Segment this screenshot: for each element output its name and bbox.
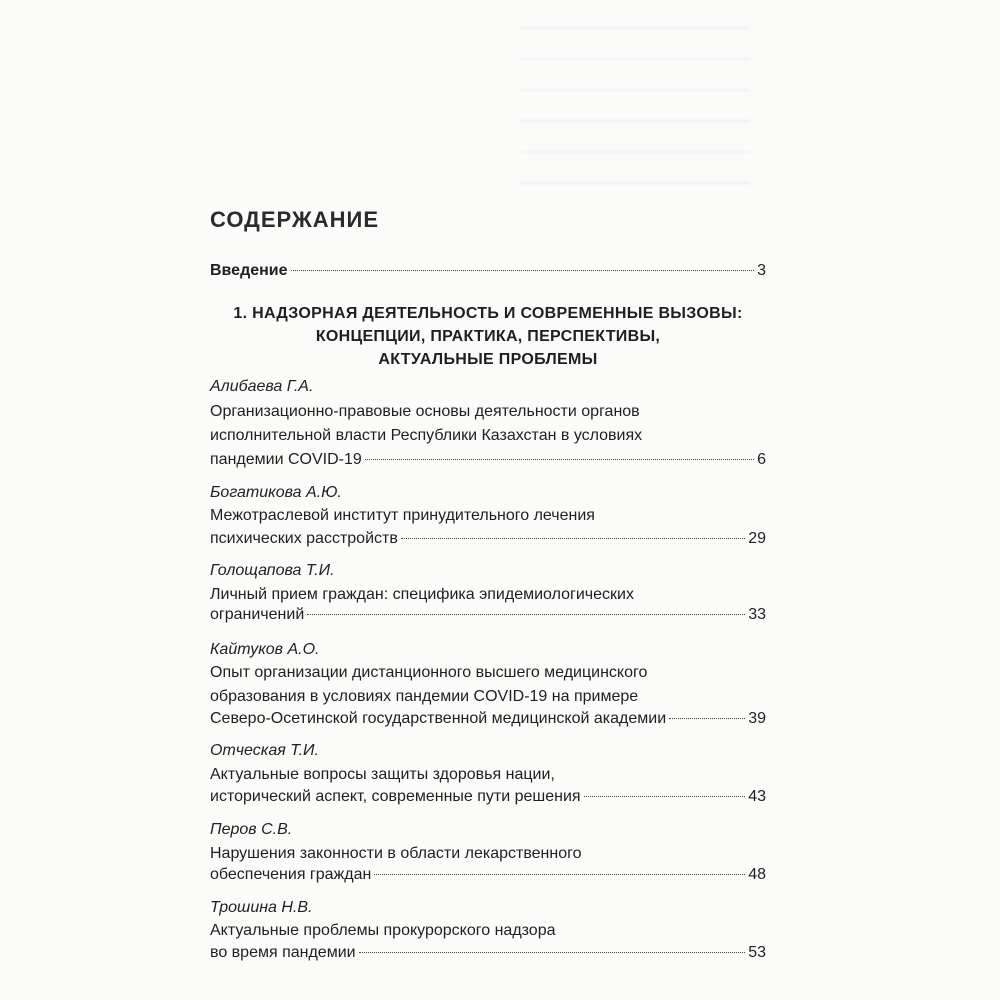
leader-dots	[374, 874, 745, 875]
toc-title-line: Организационно-правовые основы деятельности органов	[210, 403, 640, 420]
toc-title-line: исполнительной власти Республики Казахстан в условиях	[210, 427, 643, 444]
toc-author: Отческая Т.И.	[210, 742, 319, 759]
toc-entry-perov[interactable]	[210, 863, 766, 887]
page-number: 48	[748, 866, 766, 883]
toc-entry-troshina[interactable]	[210, 941, 766, 965]
toc-title-line: Опыт организации дистанционного высшего медицинского	[210, 664, 648, 681]
toc-author: Трошина Н.В.	[210, 899, 313, 916]
toc-author: Голощапова Т.И.	[210, 562, 335, 579]
toc-entry-bogatikova[interactable]	[210, 527, 766, 551]
leader-dots	[359, 952, 746, 953]
page-title: СОДЕРЖАНИЕ	[210, 207, 380, 232]
leader-dots	[401, 538, 745, 539]
toc-author: Алибаева Г.А.	[210, 378, 314, 395]
toc-author: Кайтуков А.О.	[210, 641, 320, 658]
toc-title-line: Северо-Осетинской государственной медицинской академии	[210, 710, 667, 727]
page-number: 53	[748, 944, 766, 961]
leader-dots	[291, 270, 755, 271]
page-number: 6	[757, 451, 766, 468]
toc-entry-introduction[interactable]	[210, 259, 766, 283]
toc-title-line: исторический аспект, современные пути решения	[210, 788, 581, 805]
toc-entry-kaytukov[interactable]	[210, 707, 766, 731]
toc-title-line: образования в условиях пандемии COVID-19 на примере	[210, 688, 639, 705]
toc-title-line: во время пандемии	[210, 944, 356, 961]
bleed-through-texture	[520, 10, 750, 200]
toc-title-line: ограничений	[210, 606, 305, 623]
leader-dots	[669, 718, 745, 719]
section-heading-line: 1. НАДЗОРНАЯ ДЕЯТЕЛЬНОСТЬ И СОВРЕМЕННЫЕ ВЫЗОВЫ:	[233, 305, 743, 322]
section-heading-line: КОНЦЕПЦИИ, ПРАКТИКА, ПЕРСПЕКТИВЫ,	[315, 328, 661, 345]
toc-entry-otcheskaya[interactable]	[210, 785, 766, 809]
toc-entry-title: Введение	[210, 262, 288, 279]
toc-title-line: пандемии COVID-19	[210, 451, 362, 468]
page-number: 43	[748, 788, 766, 805]
leader-dots	[365, 459, 754, 460]
section-heading	[210, 302, 766, 371]
toc-author: Перов С.В.	[210, 821, 293, 838]
toc-title-line: Актуальные проблемы прокурорского надзора	[210, 922, 556, 939]
section-heading-line: АКТУАЛЬНЫЕ ПРОБЛЕМЫ	[378, 351, 598, 368]
toc-title-line: психических расстройств	[210, 530, 398, 547]
toc-title-line: Нарушения законности в области лекарственного	[210, 845, 582, 862]
page-number: 33	[748, 606, 766, 623]
page-number: 39	[748, 710, 766, 727]
toc-title-line: Личный прием граждан: специфика эпидемиологических	[210, 586, 634, 603]
page-number: 29	[748, 530, 766, 547]
page-number: 3	[757, 262, 766, 279]
toc-author: Богатикова А.Ю.	[210, 484, 342, 501]
toc-title-line: Межотраслевой институт принудительного лечения	[210, 507, 595, 524]
leader-dots	[307, 614, 745, 615]
toc-entry-alibaeva[interactable]	[210, 448, 766, 472]
toc-title-line: Актуальные вопросы защиты здоровья нации,	[210, 766, 555, 783]
toc-entry-goloshchapova[interactable]	[210, 603, 766, 627]
toc-title-line: обеспечения граждан	[210, 866, 372, 883]
leader-dots	[584, 796, 746, 797]
